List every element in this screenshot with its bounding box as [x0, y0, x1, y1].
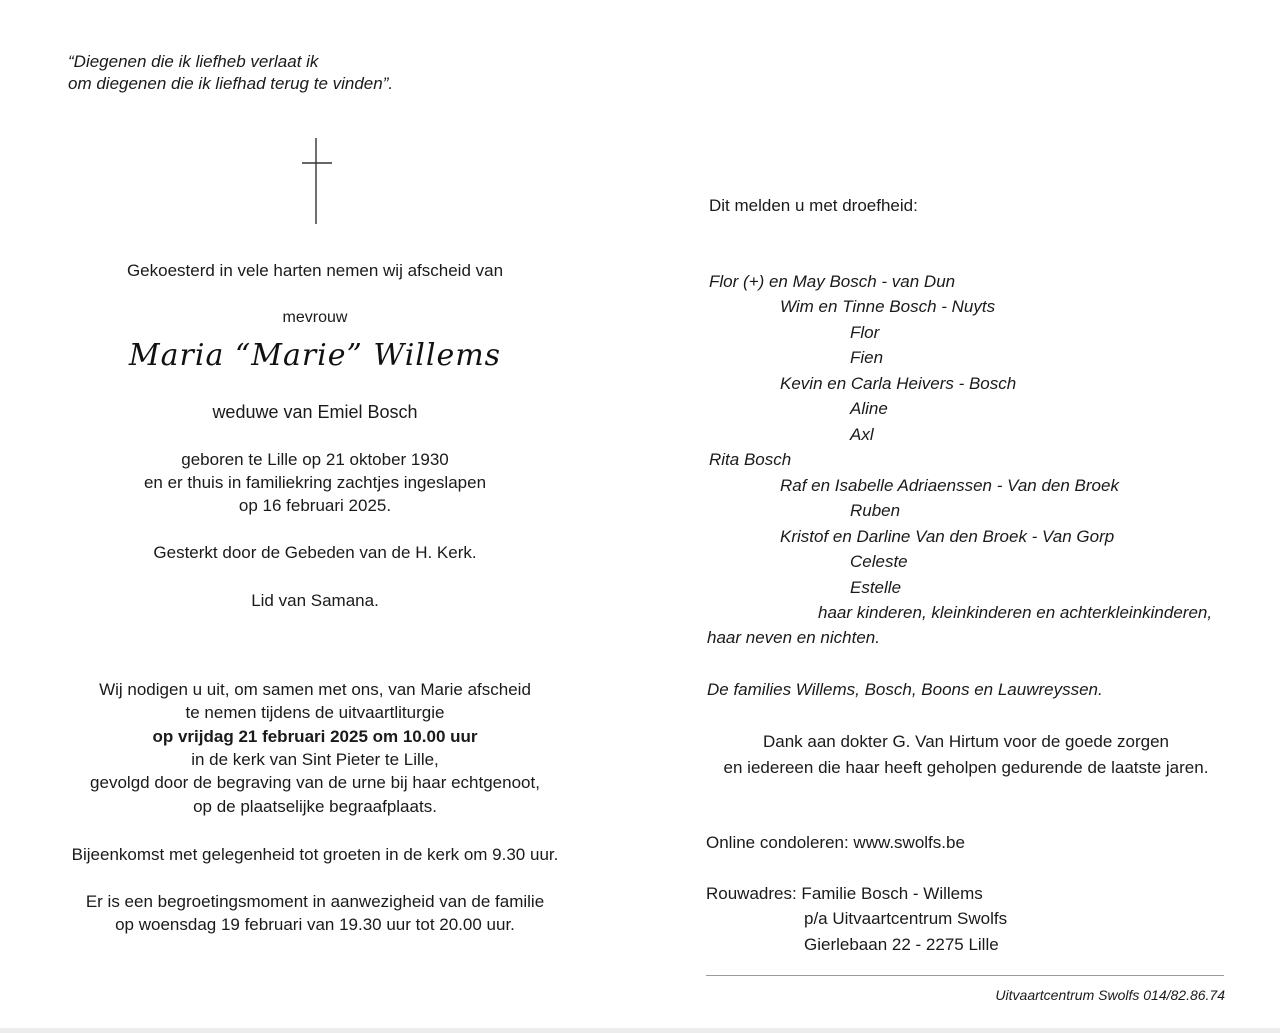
- announcement-intro: Gekoesterd in vele harten nemen wij afscheid van: [126, 261, 504, 280]
- family-member: Kevin en Carla Heivers - Bosch: [780, 374, 1017, 393]
- address-line-3: Gierlebaan 22 - 2275 Lille: [804, 935, 999, 954]
- family-member: Ruben: [850, 501, 901, 520]
- membership-note: Lid van Samana.: [251, 591, 379, 610]
- thanks-line-1: Dank aan dokter G. Van Hirtum voor de goede zorgen: [762, 732, 1170, 751]
- gathering-note: Bijeenkomst met gelegenheid tot groeten in de kerk om 9.30 uur.: [71, 845, 559, 864]
- online-condolences: Online condoleren: www.swolfs.be: [706, 833, 965, 852]
- quote-line-2: om diegenen die ik liefhad terug te vinden”.: [68, 74, 394, 93]
- passing-info-1: en er thuis in familiekring zachtjes ingeslapen: [143, 473, 487, 492]
- widow-of: weduwe van Emiel Bosch: [212, 402, 418, 422]
- family-member: Celeste: [850, 552, 908, 571]
- family-heading: Dit melden u met droefheid:: [709, 196, 918, 215]
- announcement-title: mevrouw: [282, 309, 348, 326]
- family-member: Raf en Isabelle Adriaenssen - Van den Broek: [780, 476, 1119, 495]
- family-member: haar neven en nichten.: [707, 628, 880, 647]
- family-member: Rita Bosch: [709, 450, 792, 469]
- family-member: Fien: [850, 348, 884, 367]
- undertaker-footer: Uitvaartcentrum Swolfs 014/82.86.74: [995, 987, 1225, 1003]
- family-member: haar kinderen, kleinkinderen en achterkleinkinderen,: [818, 603, 1213, 622]
- family-member: Flor: [850, 323, 880, 342]
- thanks-line-2: en iedereen die haar heeft geholpen gedurende de laatste jaren.: [723, 758, 1209, 777]
- sacraments-note: Gesterkt door de Gebeden van de H. Kerk.: [153, 543, 477, 562]
- greeting-line-2: op woensdag 19 februari van 19.30 uur tot 20.00 uur.: [115, 915, 515, 934]
- funeral-line-4: in de kerk van Sint Pieter te Lille,: [191, 750, 439, 769]
- quote-line-1: “Diegenen die ik liefheb verlaat ik: [68, 52, 319, 71]
- families-line: De families Willems, Bosch, Boons en Lauwreyssen.: [707, 680, 1103, 699]
- family-member: Flor (+) en May Bosch - van Dun: [709, 272, 956, 291]
- family-member: Kristof en Darline Van den Broek - Van Gorp: [780, 527, 1115, 546]
- family-member: Estelle: [850, 578, 902, 597]
- page-edge: [0, 1028, 1280, 1033]
- family-member: Aline: [850, 399, 888, 418]
- footer-divider: [706, 975, 1224, 976]
- family-member: Wim en Tinne Bosch - Nuyts: [780, 297, 996, 316]
- cross-icon: [300, 136, 334, 226]
- funeral-line-1: Wij nodigen u uit, om samen met ons, van Marie afscheid: [99, 680, 531, 699]
- funeral-date: op vrijdag 21 februari 2025 om 10.00 uur: [152, 727, 478, 746]
- deceased-name: Maria “Marie” Willems: [128, 338, 502, 373]
- birth-info: geboren te Lille op 21 oktober 1930: [181, 450, 449, 469]
- greeting-line-1: Er is een begroetingsmoment in aanwezigheid van de familie: [85, 892, 545, 911]
- passing-info-2: op 16 februari 2025.: [238, 496, 392, 515]
- address-line-2: p/a Uitvaartcentrum Swolfs: [804, 909, 1008, 928]
- address-label: Rouwadres: Familie Bosch - Willems: [706, 884, 983, 903]
- funeral-line-5: gevolgd door de begraving van de urne bij haar echtgenoot,: [90, 773, 540, 792]
- family-member: Axl: [850, 425, 874, 444]
- funeral-line-6: op de plaatselijke begraafplaats.: [193, 797, 437, 816]
- funeral-line-2: te nemen tijdens de uitvaartliturgie: [185, 703, 445, 722]
